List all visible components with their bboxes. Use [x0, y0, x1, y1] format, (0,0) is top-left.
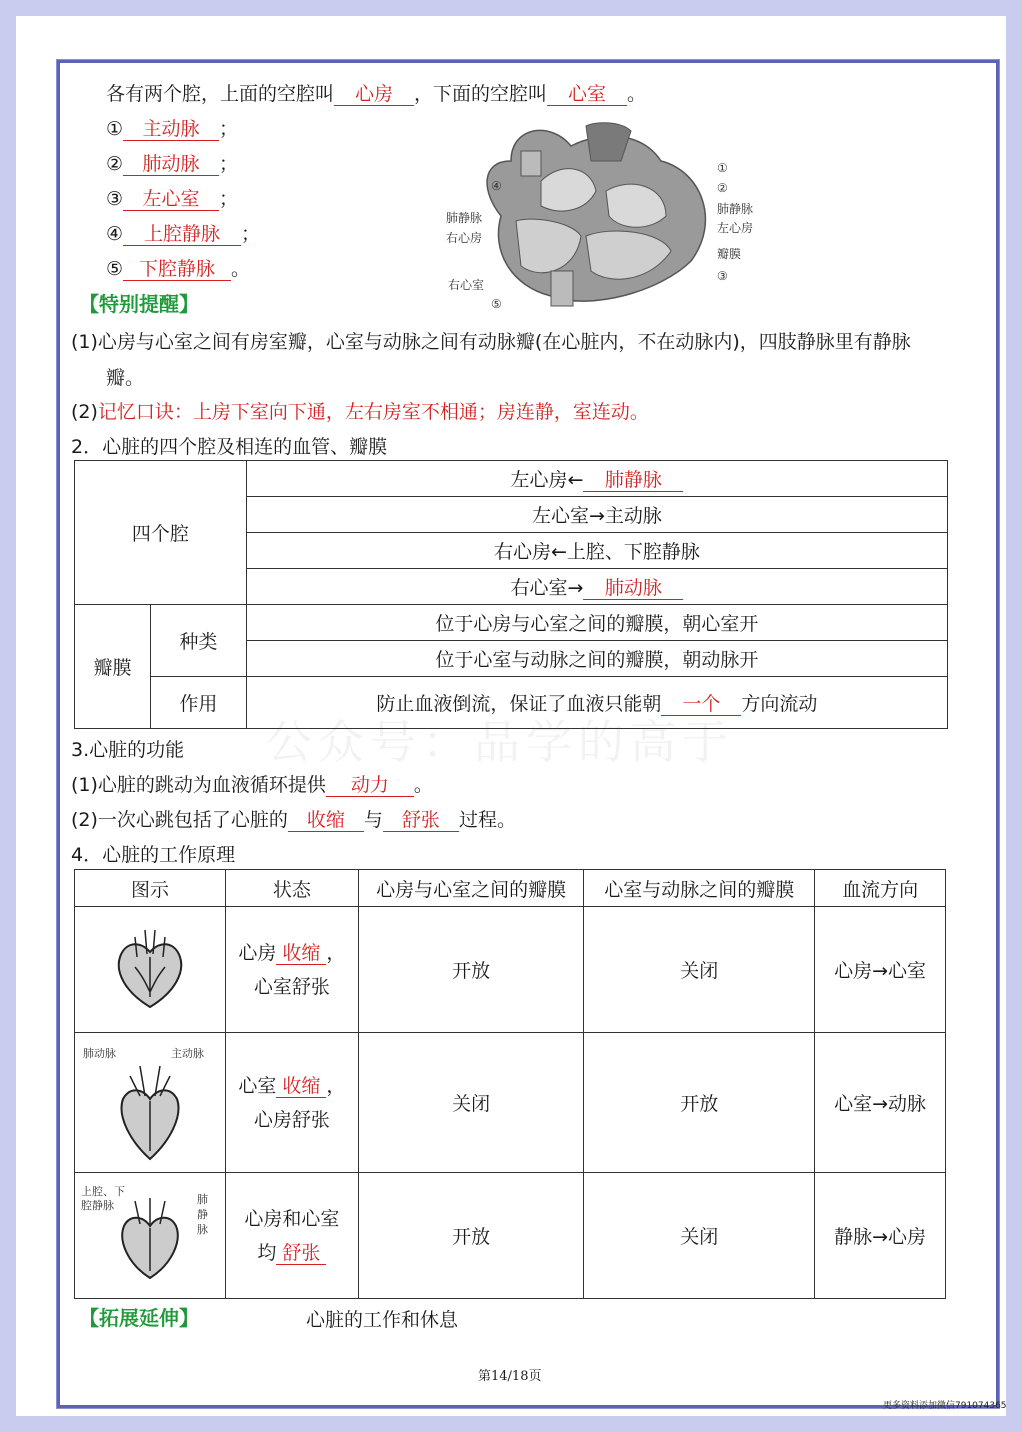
header-flow-direction: 血流方向 — [815, 870, 946, 907]
valve-kind-row: 位于心房与心室之间的瓣膜，朝心室开 — [246, 605, 947, 641]
heart-label-1: ① — [717, 161, 728, 175]
answer-blank: 肺静脉 — [583, 469, 683, 492]
chamber-row: 右心房←上腔、下腔静脉 — [246, 533, 947, 569]
heart-label-pulmonary-vein-left: 肺静脉 — [446, 211, 483, 225]
state-cell: 心房和心室 均 舒张 — [225, 1173, 358, 1299]
heart-label-right-ventricle: 右心室 — [448, 278, 485, 292]
reminder-p2: (2)记忆口诀：上房下室向下通，左右房室不相通；房连静，室连动。 — [71, 401, 649, 423]
heart-label-right-atrium: 右心房 — [446, 231, 483, 245]
heart-label-valve: 瓣膜 — [717, 247, 742, 261]
answer-blank: 收缩 — [288, 809, 364, 832]
answer-blank: 主动脉 — [123, 118, 219, 141]
answer-blank: 肺动脉 — [123, 153, 219, 176]
label-vena-cava-1: 上腔、下 — [81, 1185, 125, 1198]
semilunar-valve-cell: 开放 — [584, 1033, 815, 1173]
header-semilunar-valve: 心室与动脉之间的瓣膜 — [584, 870, 815, 907]
label-pv-1: 肺 — [197, 1193, 208, 1206]
section4-title: 4．心脏的工作原理 — [71, 844, 236, 866]
heart-atria-contract-image — [105, 922, 195, 1012]
numbered-item-5: ⑤ 下腔静脉 。 — [106, 258, 251, 280]
semilunar-valve-cell: 关闭 — [584, 907, 815, 1033]
reminder-p1-line2: 瓣。 — [106, 367, 145, 389]
section3-line2: (2)一次心跳包括了心脏的 收缩 与 舒张 过程。 — [71, 809, 516, 831]
valve-function-row: 防止血液倒流，保证了血液只能朝 一个 方向流动 — [246, 677, 947, 729]
section3-line1: (1)心脏的跳动为血液循环提供 动力 。 — [71, 774, 433, 796]
answer-blank: 舒张 — [383, 809, 459, 832]
page-number: 第14/18页 — [478, 1369, 542, 1384]
av-valve-cell: 关闭 — [358, 1033, 584, 1173]
heart-diagram — [421, 121, 761, 311]
chamber-row: 左心房← 肺静脉 — [246, 461, 947, 497]
answer-blank: 收缩 — [276, 1075, 326, 1098]
valve-kind-row: 位于心室与动脉之间的瓣膜，朝动脉开 — [246, 641, 947, 677]
valve-kind-cell: 种类 — [150, 605, 246, 677]
numbered-item-4: ④ 上腔静脉 ； — [106, 223, 261, 245]
heart-label-left-atrium: 左心房 — [717, 221, 754, 235]
answer-blank: 上腔静脉 — [123, 223, 241, 246]
document-page — [16, 16, 1006, 1416]
chamber-row: 左心室→主动脉 — [246, 497, 947, 533]
flow-direction-cell: 静脉→心房 — [815, 1173, 946, 1299]
av-valve-cell: 开放 — [358, 1173, 584, 1299]
header-diagram: 图示 — [75, 870, 226, 907]
wechat-note: 更多资料添加微信791074365 — [883, 1401, 1007, 1411]
heart-label-5: ⑤ — [491, 297, 502, 311]
heart-working-table — [74, 869, 946, 1299]
answer-blank: 收缩 — [276, 942, 326, 965]
label-vena-cava-2: 腔静脉 — [81, 1199, 114, 1212]
extension-text: 心脏的工作和休息 — [306, 1309, 459, 1331]
heart-relaxed-image — [110, 1196, 190, 1281]
diagram-cell — [75, 1033, 226, 1173]
diagram-cell — [75, 1173, 226, 1299]
numbered-item-3: ③ 左心室 ； — [106, 188, 239, 210]
heart-label-3: ③ — [717, 269, 728, 283]
numbered-item-1: ① 主动脉 ； — [106, 118, 239, 140]
intro-line: 各有两个腔，上面的空腔叫 心房 ，下面的空腔叫 心室 。 — [106, 83, 647, 105]
section2-title: 2．心脏的四个腔及相连的血管、瓣膜 — [71, 436, 388, 458]
numbered-item-2: ② 肺动脉 ； — [106, 153, 239, 175]
section3-title: 3.心脏的功能 — [71, 739, 185, 761]
blank-atrium: 心房 — [334, 83, 414, 106]
valve-cell: 瓣膜 — [75, 605, 151, 729]
header-av-valve: 心房与心室之间的瓣膜 — [358, 870, 584, 907]
heart-label-pulmonary-vein-right: 肺静脉 — [717, 202, 754, 216]
mnemonic: 记忆口诀：上房下室向下通，左右房室不相通；房连静，室连动。 — [97, 401, 649, 423]
label-pv-2: 静 — [197, 1208, 208, 1221]
reminder-p1-line1: (1)心房与心室之间有房室瓣，心室与动脉之间有动脉瓣(在心脏内，不在动脉内)，四肢静脉里有静脉 — [71, 331, 911, 353]
flow-direction-cell: 心房→心室 — [815, 907, 946, 1033]
answer-blank: 左心室 — [123, 188, 219, 211]
answer-blank: 舒张 — [276, 1242, 326, 1265]
flow-direction-cell: 心室→动脉 — [815, 1033, 946, 1173]
av-valve-cell: 开放 — [358, 907, 584, 1033]
answer-blank: 一个 — [661, 693, 741, 716]
heart-label-4: ④ — [491, 179, 502, 193]
semilunar-valve-cell: 关闭 — [584, 1173, 815, 1299]
watermark: 公众号：品学的高于 — [266, 715, 734, 769]
diagram-cell — [75, 907, 226, 1033]
heart-ventricles-contract-image — [105, 1061, 195, 1161]
header-state: 状态 — [225, 870, 358, 907]
blank-ventricle: 心室 — [547, 83, 627, 106]
valve-function-cell: 作用 — [150, 677, 246, 729]
label-pulmonary-artery: 肺动脉 — [83, 1047, 116, 1060]
answer-blank: 肺动脉 — [583, 577, 683, 600]
label-aorta: 主动脉 — [171, 1047, 204, 1060]
state-cell: 心房 收缩 ， 心室舒张 — [225, 907, 358, 1033]
answer-blank: 下腔静脉 — [123, 258, 231, 281]
chamber-row: 右心室→ 肺动脉 — [246, 569, 947, 605]
heart-label-2: ② — [717, 181, 728, 195]
four-chambers-cell: 四个腔 — [75, 461, 247, 605]
answer-blank: 动力 — [326, 774, 414, 797]
state-cell: 心室 收缩 ， 心房舒张 — [225, 1033, 358, 1173]
label-pv-3: 脉 — [197, 1223, 208, 1236]
extension-heading: 【拓展延伸】 — [79, 1306, 199, 1330]
chambers-table — [74, 460, 948, 729]
reminder-heading: 【特别提醒】 — [79, 292, 199, 316]
